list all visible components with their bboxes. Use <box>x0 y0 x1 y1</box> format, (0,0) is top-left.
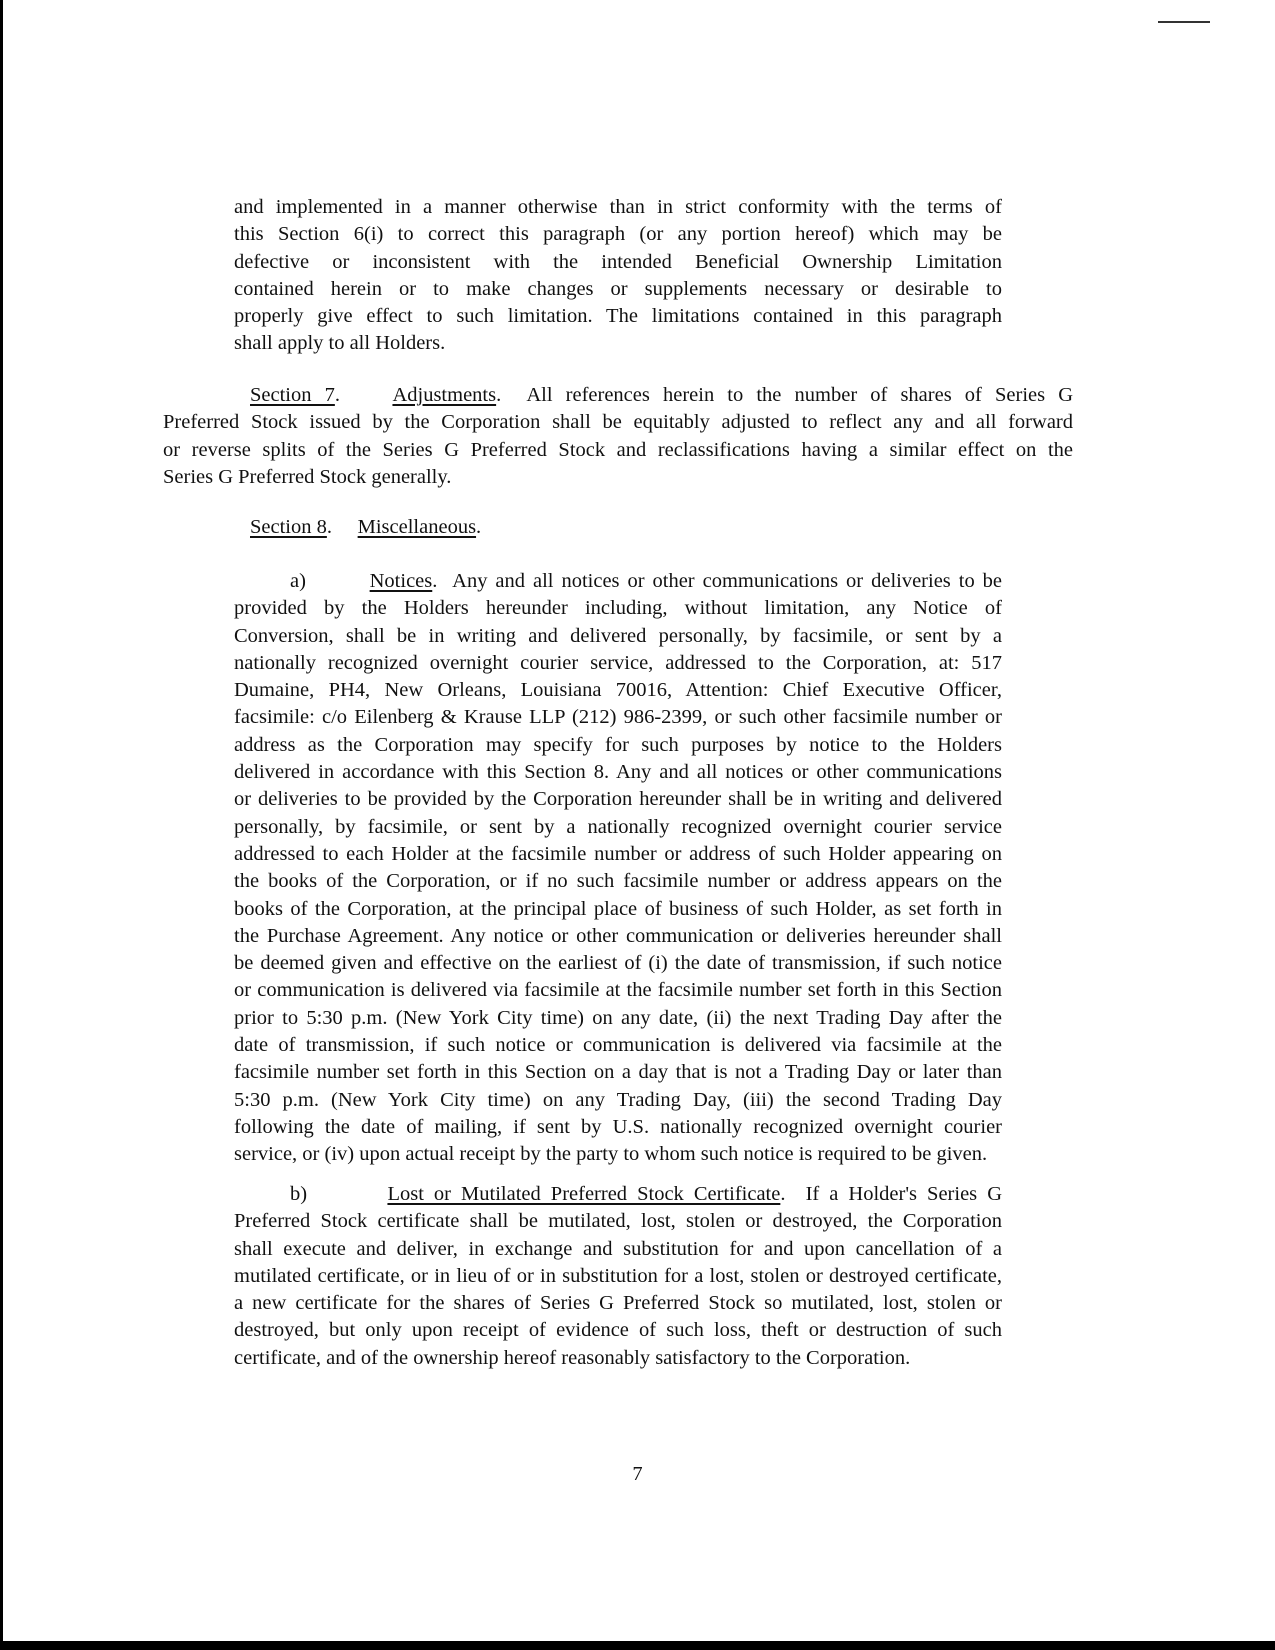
text-line: Dumaine, PH4, New Orleans, Louisiana 70016, Attention: Chief Executive Officer, <box>234 679 1002 702</box>
text-line: shall apply to all Holders. <box>234 332 446 355</box>
section-8-label: Section 8 <box>250 516 327 538</box>
scan-bottom-border <box>0 1641 1275 1650</box>
subsection-a-notices <box>234 568 1002 1169</box>
section-7-text: All references herein to the number of shares of Series G <box>526 384 1074 406</box>
section-7-title: Adjustments <box>392 384 497 406</box>
paragraph-limitation <box>234 194 1002 358</box>
text-line: defective or inconsistent with the intended Beneficial Ownership Limitation <box>234 250 1002 273</box>
text-line: or deliveries to be provided by the Corporation hereunder shall be in writing and delivered <box>234 788 1002 811</box>
text-line: mutilated certificate, or in lieu of or in substitution for a lost, stolen or destroyed certificate, <box>234 1264 1002 1287</box>
text-line: books of the Corporation, at the principal place of business of such Holder, as set forth in <box>234 897 1002 920</box>
text-line: following the date of mailing, if sent by U.S. nationally recognized overnight courier <box>234 1115 1002 1138</box>
text-line: Series G Preferred Stock generally. <box>163 465 452 488</box>
text-line: delivered in accordance with this Section 8. Any and all notices or other communications <box>234 761 1002 784</box>
text-line: this Section 6(i) to correct this paragraph (or any portion hereof) which may be <box>234 223 1002 246</box>
text-line: service, or (iv) upon actual receipt by the party to whom such notice is required to be given. <box>234 1143 988 1166</box>
text-line: the books of the Corporation, or if no such facsimile number or address appears on the <box>234 870 1002 893</box>
text-line: facsimile: c/o Eilenberg & Krause LLP (212) 986-2399, or such other facsimile number or <box>234 706 1002 729</box>
subsection-a-text: Any and all notices or other communications or deliveries to be <box>452 570 1002 592</box>
text-line: or communication is delivered via facsimile at the facsimile number set forth in this Section <box>234 979 1002 1002</box>
section-8-title: Miscellaneous <box>357 516 477 538</box>
text-line: contained herein or to make changes or supplements necessary or desirable to <box>234 277 1002 300</box>
subsection-b-text: If a Holder's Series G <box>805 1183 1003 1205</box>
text-line: date of transmission, if such notice or communication is delivered via facsimile at the <box>234 1034 1002 1057</box>
text-line: destroyed, but only upon receipt of evidence of such loss, theft or destruction of such <box>234 1319 1002 1342</box>
text-line: prior to 5:30 p.m. (New York City time) on any date, (ii) the next Trading Day after the <box>234 1006 1002 1029</box>
subsection-a-marker: a) <box>290 570 306 592</box>
text-line: personally, by facsimile, or sent by a nationally recognized overnight courier service <box>234 815 1002 838</box>
text-line: Conversion, shall be in writing and delivered personally, by facsimile, or sent by a <box>234 624 1002 647</box>
subsection-a-title: Notices <box>369 570 433 592</box>
text-line: and implemented in a manner otherwise than in strict conformity with the terms of <box>234 196 1002 218</box>
text-line: provided by the Holders hereunder including, without limitation, any Notice of <box>234 597 1002 620</box>
subsection-b-first-line: b) Lost or Mutilated Preferred Stock Certificate. If a Holder's Series G <box>290 1183 1003 1205</box>
text-line: be deemed given and effective on the earliest of (i) the date of transmission, if such notice <box>234 952 1002 975</box>
text-line: 5:30 p.m. (New York City time) on any Trading Day, (iii) the second Trading Day <box>234 1088 1002 1111</box>
text-line: certificate, and of the ownership hereof reasonably satisfactory to the Corporation. <box>234 1346 911 1369</box>
page-number: 7 <box>632 1463 643 1485</box>
text-line: the Purchase Agreement. Any notice or other communication or deliveries hereunder shall <box>234 924 1002 947</box>
text-line: addressed to each Holder at the facsimile number or address of such Holder appearing on <box>234 842 1002 865</box>
text-line: address as the Corporation may specify for such purposes by notice to the Holders <box>234 733 1002 756</box>
text-line: properly give effect to such limitation. The limitations contained in this paragraph <box>234 305 1002 328</box>
text-line: facsimile number set forth in this Section on a day that is not a Trading Day or later than <box>234 1061 1002 1084</box>
subsection-b-lost-certificate <box>234 1181 1002 1372</box>
section-7-first-line: Section 7. Adjustments. All references herein to the number of shares of Series G <box>250 384 1074 406</box>
section-7 <box>163 382 1073 491</box>
text-line: Preferred Stock issued by the Corporation shall be equitably adjusted to reflect any and all forward <box>163 411 1073 434</box>
subsection-b-title: Lost or Mutilated Preferred Stock Certificate <box>387 1183 781 1205</box>
text-line: a new certificate for the shares of Series G Preferred Stock so mutilated, lost, stolen or <box>234 1292 1002 1315</box>
subsection-b-marker: b) <box>290 1183 308 1205</box>
text-line: Preferred Stock certificate shall be mutilated, lost, stolen or destroyed, the Corporation <box>234 1210 1002 1233</box>
section-8-heading: Section 8. Miscellaneous. <box>250 516 482 538</box>
scan-edge <box>0 0 3 1650</box>
scan-mark-line <box>1158 21 1210 23</box>
text-line: nationally recognized overnight courier service, addressed to the Corporation, at: 517 <box>234 651 1002 674</box>
section-7-label: Section 7 <box>250 384 335 406</box>
text-line: shall execute and deliver, in exchange and substitution for and upon cancellation of a <box>234 1237 1002 1260</box>
text-line: or reverse splits of the Series G Preferred Stock and reclassifications having a similar effect on the <box>163 438 1073 461</box>
subsection-a-first-line: a) Notices. Any and all notices or other communications or deliveries to be <box>290 570 1002 592</box>
